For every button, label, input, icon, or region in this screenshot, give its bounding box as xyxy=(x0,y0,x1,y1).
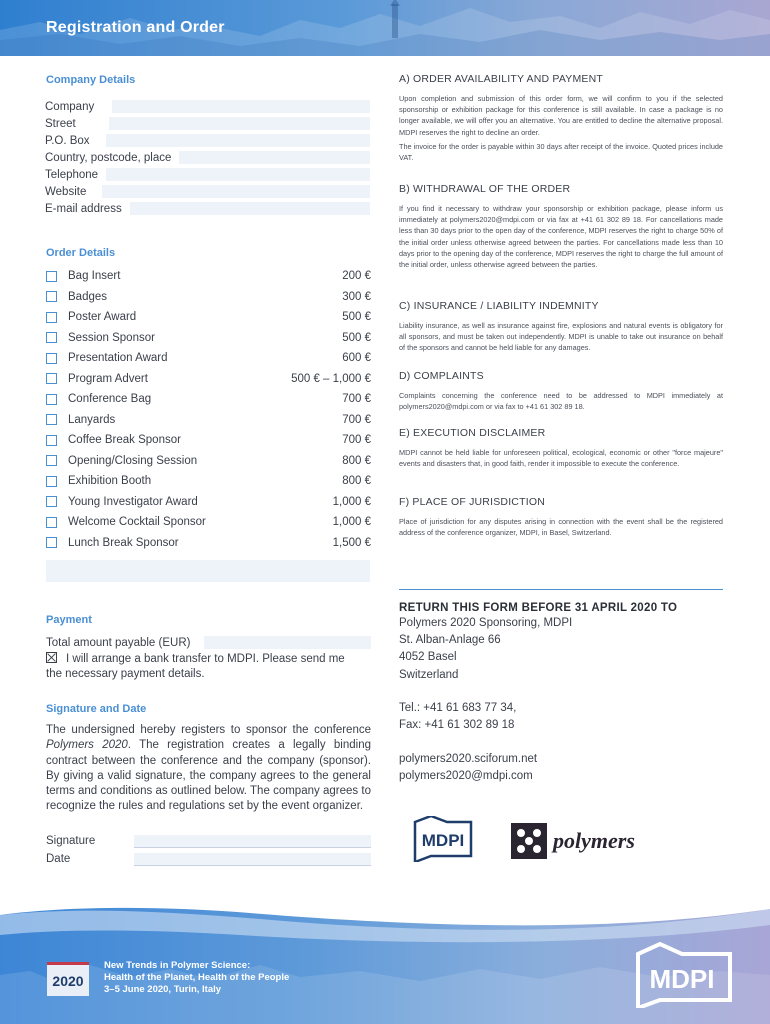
polymers-icon xyxy=(511,823,547,859)
website-row xyxy=(45,183,370,200)
declaration-text: The undersigned hereby registers to sponsor the conference xyxy=(46,724,371,736)
bank-transfer-text-1: I will arrange a bank transfer to MDPI. Please send me xyxy=(66,653,345,665)
email-label: E-mail address xyxy=(45,202,122,215)
terms-a-text: Upon completion and submission of this order form, we will confirm to you if the selected sponsorship or exhibition package for this conference is still available. In case a package is no longer available, we will offer you an alternative. You are entitled to decline the alternative proposal. MDPI reserves the right to decline an order. xyxy=(399,94,723,137)
order-checkbox[interactable] xyxy=(46,332,57,343)
website-link[interactable]: polymers2020.sciforum.net xyxy=(399,753,538,766)
conference-info xyxy=(104,960,289,997)
terms-c-text: Liability insurance, as well as insurance against fire, explosions and natural events is obligatory for all sponsors, and must be taken out independently. MDPI is unable to take out insurance on behalf of the sponsors and cannot be held liable for any damages. xyxy=(399,321,723,353)
address-line: 4052 Basel xyxy=(399,651,457,664)
signature-fields xyxy=(46,832,371,868)
total-amount-row xyxy=(46,634,371,651)
street-label: Street xyxy=(45,117,76,130)
order-checkbox[interactable] xyxy=(46,435,57,446)
signature-row xyxy=(46,832,371,850)
total-amount-field[interactable] xyxy=(204,636,371,649)
signature-title: Signature and Date xyxy=(46,703,147,715)
address-line: Polymers 2020 Sponsoring, MDPI xyxy=(399,617,573,629)
order-item-price: 300 € xyxy=(342,290,371,303)
order-checkbox[interactable] xyxy=(46,312,57,323)
order-item-name: Poster Award xyxy=(68,311,137,324)
terms-b-text: If you find it necessary to withdraw your sponsorship or exhibition package, please inform us immediately at polymers2020@mdpi.com or via fax at +41 61 302 89 18. For cancellations made less than 30 days prior to the open day of the conference, MDPI reserves the right to charge 50% of the initial order unless otherwise agreed between the parties. For cancellations made less than 10 days prior to the opening day of the conference, MDPI reserves the right to charge the full amount of the initial order, unless otherwise agreed between the parties. xyxy=(399,204,723,270)
email-field[interactable] xyxy=(130,202,370,215)
order-checkbox[interactable] xyxy=(46,496,57,507)
terms-section-f xyxy=(399,496,723,538)
order-checkbox[interactable] xyxy=(46,373,57,384)
order-checkbox[interactable] xyxy=(46,414,57,425)
order-item-price: 700 € xyxy=(342,393,371,406)
terms-e-text: MDPI cannot be held liable for unforeseen political, ecological, economic or other "force majeure" events and disasters that, in good faith, render it impossible to execute the conference. xyxy=(399,448,723,469)
mdpi-logo-text: MDPI xyxy=(421,831,465,850)
order-item xyxy=(46,287,371,308)
header-banner xyxy=(0,0,770,56)
order-item-name: Presentation Award xyxy=(68,352,168,365)
address-line: St. Alban-Anlage 66 xyxy=(399,634,501,647)
order-item xyxy=(46,410,371,431)
signature-declaration xyxy=(46,723,371,815)
conference-year-badge: 2020 xyxy=(47,962,89,996)
terms-d-text: Complaints concerning the conference need to be addressed to MDPI immediately at polymers2020@mdpi.com or via fax to +41 61 302 89 18. xyxy=(399,391,723,412)
order-item xyxy=(46,307,371,328)
order-checkbox[interactable] xyxy=(46,291,57,302)
bank-transfer-checkbox[interactable] xyxy=(46,652,57,663)
terms-section-c xyxy=(399,300,723,354)
order-item-name: Program Advert xyxy=(68,372,148,385)
terms-a-text-2: The invoice for the order is payable within 30 days after receipt of the invoice. Quoted prices include VAT. xyxy=(399,141,723,163)
email-row xyxy=(45,200,370,217)
telephone-field[interactable] xyxy=(106,168,370,181)
order-item xyxy=(46,348,371,369)
fax-number: Fax: +41 61 302 89 18 xyxy=(399,719,515,732)
order-details-title: Order Details xyxy=(46,247,116,259)
conference-title-line-1: New Trends in Polymer Science: xyxy=(104,960,251,971)
terms-section-e xyxy=(399,427,723,469)
telephone-number: Tel.: +41 61 683 77 34, xyxy=(399,701,517,714)
order-item xyxy=(46,369,371,390)
order-checkbox[interactable] xyxy=(46,476,57,487)
email-link[interactable]: polymers2020@mdpi.com xyxy=(399,770,533,783)
order-item-name: Young Investigator Award xyxy=(68,495,198,508)
terms-f-text: Place of jurisdiction for any disputes arising in connection with the event shall be the registered address of the conference organizer, MDPI, in Basel, Switzerland. xyxy=(399,517,723,538)
signature-field[interactable] xyxy=(134,835,371,848)
polymers-logo-text: polymers xyxy=(553,828,635,853)
order-item xyxy=(46,430,371,451)
company-row xyxy=(45,98,370,115)
website-label: Website xyxy=(45,185,87,198)
order-item-name: Bag Insert xyxy=(68,270,121,283)
street-field[interactable] xyxy=(109,117,370,130)
order-checkbox[interactable] xyxy=(46,394,57,405)
order-item-price: 1,500 € xyxy=(332,536,371,549)
date-field[interactable] xyxy=(134,853,371,866)
company-label: Company xyxy=(45,100,95,113)
order-item-price: 700 € xyxy=(342,434,371,447)
company-details-title: Company Details xyxy=(46,74,136,86)
order-item xyxy=(46,471,371,492)
order-list xyxy=(46,266,371,553)
order-checkbox[interactable] xyxy=(46,537,57,548)
divider xyxy=(399,589,723,590)
order-item xyxy=(46,512,371,533)
terms-b-title: B) WITHDRAWAL OF THE ORDER xyxy=(399,183,571,195)
date-row xyxy=(46,850,371,868)
terms-c-title: C) INSURANCE / LIABILITY INDEMNITY xyxy=(399,300,599,312)
terms-d-title: D) COMPLAINTS xyxy=(399,370,484,382)
terms-section-a xyxy=(399,73,723,163)
order-item-name: Opening/Closing Session xyxy=(68,454,198,467)
declaration-text-continued: . The registration creates a legally binding contract between the conference and the company (sponsor). By giving a valid signature, the company agrees to the general terms and conditions as outlined below. The company agrees to recognize the rules and regulations set by the event organizer. xyxy=(46,739,371,813)
order-item-name: Coffee Break Sponsor xyxy=(68,434,181,447)
signature-label: Signature xyxy=(46,835,96,847)
terms-section-b xyxy=(399,183,723,270)
order-item-price: 1,000 € xyxy=(332,495,371,508)
terms-a-title: A) ORDER AVAILABILITY AND PAYMENT xyxy=(399,73,604,85)
payment-title: Payment xyxy=(46,614,92,626)
order-item-name: Badges xyxy=(68,290,108,303)
telephone-label: Telephone xyxy=(45,168,99,181)
conference-title-line-2: Health of the Planet, Health of the People xyxy=(104,972,290,984)
terms-section-d xyxy=(399,370,723,412)
po-box-label: P.O. Box xyxy=(45,134,90,147)
total-amount-label: Total amount payable (EUR) xyxy=(46,636,191,649)
order-checkbox[interactable] xyxy=(46,517,57,528)
order-item-price: 800 € xyxy=(342,454,371,467)
page-title: Registration and Order xyxy=(46,19,225,36)
company-field[interactable] xyxy=(112,100,370,113)
footer-mdpi-logo xyxy=(630,942,734,1008)
country-row xyxy=(45,149,370,166)
order-item-price: 700 € xyxy=(342,413,371,426)
order-notes-field[interactable] xyxy=(46,560,370,582)
order-item-price: 800 € xyxy=(342,475,371,488)
order-item xyxy=(46,492,371,513)
order-item-price: 1,000 € xyxy=(332,516,371,529)
address-line: Switzerland xyxy=(399,668,459,681)
website-field[interactable] xyxy=(102,185,370,198)
country-field[interactable] xyxy=(179,151,370,164)
polymers-journal-logo xyxy=(511,822,661,860)
order-item-name: Lanyards xyxy=(68,413,116,426)
bank-transfer-option xyxy=(46,652,371,682)
order-checkbox[interactable] xyxy=(46,455,57,466)
bank-transfer-text-2: the necessary payment details. xyxy=(46,668,205,680)
date-label: Date xyxy=(46,853,71,865)
order-item xyxy=(46,533,371,554)
company-details-form xyxy=(45,98,370,217)
order-item xyxy=(46,451,371,472)
footer-mdpi-logo-text: MDPI xyxy=(649,964,715,994)
return-title: RETURN THIS FORM BEFORE 31 APRIL 2020 TO xyxy=(399,602,678,614)
telephone-row xyxy=(45,166,370,183)
mdpi-logo xyxy=(409,816,477,862)
order-item-price: 600 € xyxy=(342,352,371,365)
order-item xyxy=(46,389,371,410)
street-row xyxy=(45,115,370,132)
country-label: Country, postcode, place xyxy=(45,151,172,164)
order-item xyxy=(46,328,371,349)
terms-e-title: E) EXECUTION DISCLAIMER xyxy=(399,427,546,439)
order-checkbox[interactable] xyxy=(46,271,57,282)
conference-dates: 3–5 June 2020, Turin, Italy xyxy=(104,984,222,996)
conference-name: Polymers 2020 xyxy=(46,739,128,752)
order-item-name: Session Sponsor xyxy=(68,331,155,344)
po-box-row xyxy=(45,132,370,149)
order-item-price: 500 € xyxy=(342,331,371,344)
order-item-name: Exhibition Booth xyxy=(68,475,152,488)
order-item xyxy=(46,266,371,287)
order-checkbox[interactable] xyxy=(46,353,57,364)
terms-f-title: F) PLACE OF JURISDICTION xyxy=(399,496,545,508)
order-item-price: 500 € – 1,000 € xyxy=(291,372,371,385)
order-item-price: 200 € xyxy=(342,270,371,283)
order-item-price: 500 € xyxy=(342,311,371,324)
order-item-name: Conference Bag xyxy=(68,393,152,406)
return-address xyxy=(399,602,729,786)
order-item-name: Lunch Break Sponsor xyxy=(68,536,179,549)
po-box-field[interactable] xyxy=(106,134,370,147)
order-item-name: Welcome Cocktail Sponsor xyxy=(68,516,206,529)
